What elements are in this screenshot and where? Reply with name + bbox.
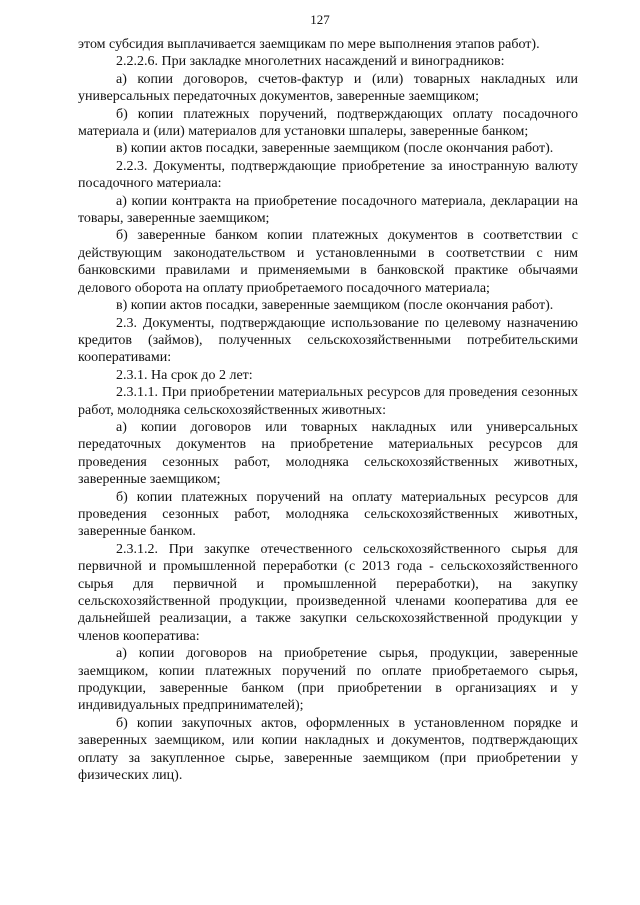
paragraph-2-3-1-1: 2.3.1.1. При приобретении материальных ресурсов для проведения сезонных работ, молодняка сельскохозяйственных животных:	[78, 385, 578, 418]
paragraph-2-2-3-v: в) копии актов посадки, заверенные заемщиком (после окончания работ).	[116, 298, 554, 314]
paragraph-2-3-1-2-a: а) копии договоров на приобретение сырья, продукции, заверенные заемщиком, копии платежных поручений по оплате приобретаемого сырья, продукции, заверенные банком (при приобретении в организациях и у индивидуальных предпринимателей);	[78, 646, 578, 714]
paragraph-2-2-2-6-a: а) копии договоров, счетов-фактур и (или) товарных накладных или универсальных передаточных документов, заверенные заемщиком;	[78, 71, 578, 105]
document-body	[78, 36, 578, 784]
paragraph-2-3-1-1-b: б) копии платежных поручений на оплату материальных ресурсов для проведения сезонных работ, молодняка сельскохозяйственных животных, заверенные банком.	[78, 489, 578, 540]
paragraph-2-2-3: 2.2.3. Документы, подтверждающие приобретение за иностранную валюту посадочного материала:	[78, 158, 578, 192]
paragraph-2-3-1-1-a: а) копии договоров или товарных накладных или универсальных передаточных документов на приобретение материальных ресурсов для проведения сезонных работ, молодняка сельскохозяйственных животных, заверенные заемщиком;	[78, 419, 578, 488]
page-number: 127	[310, 12, 330, 27]
paragraph-continuation: этом субсидия выплачивается заемщикам по мере выполнения этапов работ).	[78, 37, 540, 52]
paragraph-2-2-3-b: б) заверенные банком копии платежных документов в соответствии с действующим законодательством и установленными в соответствии с ним банковскими правилами и применяемыми в банковской практике обычаями делового оборота на оплату приобретаемого посадочного материала;	[78, 228, 578, 296]
paragraph-2-3-1: 2.3.1. На срок до 2 лет:	[116, 367, 253, 383]
paragraph-2-2-2-6-b: б) копии платежных поручений, подтверждающих оплату посадочного материала и (или) материалов для установки шпалеры, заверенные банком;	[78, 106, 578, 140]
paragraph-2-2-3-a: а) копии контракта на приобретение посадочного материала, декларации на товары, заверенные заемщиком;	[78, 193, 578, 227]
paragraph-2-2-2-6: 2.2.2.6. При закладке многолетних насаждений и виноградников:	[116, 54, 505, 70]
paragraph-2-2-2-6-v: в) копии актов посадки, заверенные заемщиком (после окончания работ).	[116, 141, 554, 157]
paragraph-2-3-1-2: 2.3.1.2. При закупке отечественного сельскохозяйственного сырья для первичной и промышленной переработки (с 2013 года - сельскохозяйственного сырья для первичной и промышленной переработки), на закупку сельскохозяйственной продукции, произведенной членами кооператива для ее дальнейшей реализации, а также закупки сельскохозяйственной продукции у членов кооператива:	[78, 541, 578, 644]
paragraph-2-3-1-2-b: б) копии закупочных актов, оформленных в установленном порядке и заверенных заемщиком, или копии накладных и документов, подтверждающих оплату за закупленное сырье, заверенные заемщиком (при приобретении у физических лиц).	[78, 715, 578, 784]
paragraph-2-3: 2.3. Документы, подтверждающие использование по целевому назначению кредитов (займов), полученных сельскохозяйственными потребительскими кооперативами:	[78, 315, 578, 366]
